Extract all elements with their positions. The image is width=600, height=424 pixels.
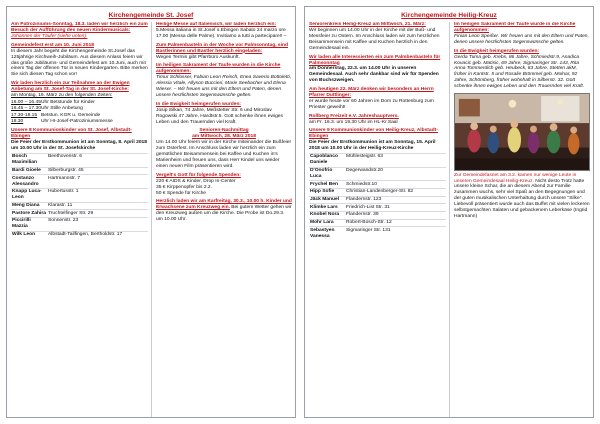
child-address: Friedrich-List Str. 31: [345, 203, 446, 211]
section-heading: Rollberg Freizeit e.V. Jahreshauptvers.: [309, 113, 399, 119]
section-anbetung: [11, 81, 148, 125]
schedule-time: 18.30: [11, 119, 24, 125]
section-kommunion: [309, 128, 446, 240]
section-senioren: [156, 128, 292, 170]
section-text: Finian Leon Speißer. Wir freuen uns mit den Eltern und Paten, denen unsere herzlichsten Segenswünsche gelten.: [454, 33, 589, 45]
section-date: am Montag, 19. März zu den folgenden Zeiten:: [11, 93, 113, 99]
child-address: Klarastr. 11: [47, 202, 148, 210]
section-heading: Im heiligen Sakrament der Taufe wurden in die Kirche aufgenommen:: [156, 63, 281, 75]
child-name: Knapp Luca-Leon: [11, 188, 47, 202]
child-address: Truchtelfinger Str. 29: [47, 209, 148, 217]
child-address: Flandernstr. 39: [345, 211, 446, 219]
section-text: Josip Silkan, 74 Jahre, Meßstetter Str. 6 und Miroslav Rogowski 47 Jahre, Hardtstr.5. Gott schenke ihnen ewiges Leben und den Trauernden viel Kraft.: [156, 107, 283, 125]
child-name: D'Onofrio Luca: [309, 167, 345, 181]
section-text: Gerda Tuma geb. Krebs, 86 Jahre, Schmiedstr.9, Anadica Kovacic geb. Matisic, 69 Jahre, Sigmaringer Str. 143, Rita Anna Tommerdich geb. Heubeck, 83 Jahre, Stetten akM, früher in Kantstr. 5 und Rosalie Brömmel geb. Molnar, 92 Jahre, Schömberg, früher wohnhaft in Silberstr. 32. Gott schenke ihnen ewiges Leben und den Trauernden viel Kraft.: [454, 54, 585, 90]
section-seniorenkreis: [309, 22, 446, 52]
section-messe: [156, 22, 292, 40]
kommunion-list: [11, 153, 148, 238]
child-address: Sonnenstr. 23: [47, 217, 148, 231]
child-name: Costanzo Alessandro: [11, 174, 47, 188]
page-title: Kirchengemeinde Heilig-Kreuz: [401, 12, 497, 19]
section-heading: In die Ewigkeit heimgerufen wurden:: [454, 48, 540, 54]
section-patrozinium: [11, 22, 148, 40]
child-address: Schmiedstr.10: [345, 180, 446, 188]
section-text: Die Feier der Erstkommunion ist am Sonntag, 15. April 2018 um 10.00 Uhr in der Heilig-Kreuz-Kirche: [309, 140, 436, 152]
donation-item: 50 € Spende für Kirche: [156, 190, 207, 196]
caption-text: Nicht desto Trotz hatte unsere kleine Schar, die an diesem Abend zur Familie zusammen wuchs, sehr viel Spaß an den Begegnungen und der guten musikalischen Unterhaltung durch unsere "Silke". Liebevoll präsentiert wurde auch das Buffet mit vielen leckeren selbstgemachten Salaten und gebackenem Leberkäse (Ingrid Hartmann): [454, 178, 590, 220]
child-name: Pastore Zahira: [12, 210, 46, 216]
schedule-time: 16.45 – 17.30: [11, 106, 41, 112]
page-title: Kirchengemeinde St. Josef: [108, 12, 194, 19]
section-text: Wir beginnen um 14.00 Uhr in der Kirche mit der Buß- und Messfeier zu Ostern. Im Anschluss laden wir zum herzlichen Beisammensein mit Kaffee und Kuchen herzlich in den Gemeindesaal ein.: [309, 27, 440, 51]
section-palmbasteln: [309, 55, 446, 85]
kommunion-list: [309, 153, 446, 240]
section-pfarrer: [309, 87, 446, 111]
fasnet-photo: [454, 93, 590, 171]
section-heading: Seniorenkreis Heilig-Kreuz am Mittwoch, 21. März:: [309, 22, 426, 27]
page-st-josef: [6, 6, 296, 418]
section-heading: Unsere 8 Kommunionkinder von St. Josef, Albstadt-Ebingen: [11, 128, 132, 140]
child-address: Hubertusstr. 1: [47, 188, 148, 202]
section-heading: Unsere 9 Kommunionkinder von Heilig-Kreuz, Albstadt-Ebingen: [309, 128, 438, 140]
child-address: Flandernstr. 123: [345, 196, 446, 204]
schedule-desc: Uhr HI-Josef-Patroziniumsmesse: [41, 119, 113, 125]
child-address: Sigmaringer Str. 131: [345, 226, 446, 240]
donation-item: 35 € Kirppenopfer bis 2.2.: [156, 184, 213, 190]
child-name: Meng Diana: [11, 202, 47, 210]
section-heading: Wir laden alle Interessierten ein zum Palmbenbasteln für Palmsonntag: [309, 54, 441, 66]
section-text: Die Feier der Erstkommunion ist am Sonntag, 8. April 2018 um 10.00 Uhr in der St. Josefskirche: [11, 140, 147, 151]
child-name: Frychel Ben: [309, 180, 345, 188]
caption-heading: Zur Gemeindefasnet am 3.2. kamen nur wenige Leute in unseren Gemeindesaal Heilig-Kreuz.: [454, 172, 577, 184]
child-name: Bardi Gioele: [11, 167, 47, 175]
child-name: Capoblanco Daniele: [309, 153, 345, 167]
section-palmenbasteln: [156, 43, 292, 61]
section-date: am Mittwoch, 28. März 2018: [192, 134, 256, 140]
column-2: [449, 22, 593, 417]
section-heading: Senioren-Nachmittag: [199, 128, 249, 134]
section-heading: Herzlich laden wir am Karfreitag, 30.3., 10.00 h. Kinder und Erwachsene zum Kreuzweg ein.: [156, 199, 292, 211]
child-name: Klimke Lars: [309, 203, 345, 211]
section-text: am Donnerstag, 22.3. um 14.00 Uhr in unseren Gemeindesaal. Auch sehr dankbar sind wir für Spenden von Buchszweigen.: [309, 66, 439, 84]
child-name: Bosch Maximilian: [11, 153, 47, 167]
schedule-desc: Betstun. KGR u. Gemeinde: [41, 112, 101, 118]
donation-item: 220 € AIDS & Kinder, Drop In-Center: [156, 178, 236, 184]
section-heading: Wir laden herzlich ein zur Teilnahme an der Ewigen Anbetung am St. Josef-Tag in der St. Josef-Kirche:: [11, 81, 130, 93]
section-taufe: [454, 22, 590, 46]
child-address: Albstadt-Tailfingen, Bertholdstr. 17: [47, 231, 148, 239]
child-name: Mohr Lara: [309, 219, 345, 227]
child-name: Hipp Sofie: [309, 188, 345, 196]
child-address: Silberburgstr. 45: [47, 167, 148, 175]
section-ewigkeit: [156, 102, 292, 126]
section-text: am Fr. 16.3. um 19.30 Uhr im HL-Kr.Saal: [309, 119, 398, 125]
columns: [305, 22, 593, 417]
section-text: er wurde heute vor 60 Jahren im Dom zu Rottenburg zum Priester geweiht!: [309, 99, 434, 110]
child-address: Mühlesteigstr. 63: [345, 153, 446, 167]
page-heilig-kreuz: [304, 6, 594, 418]
column-1: [7, 22, 151, 417]
musical-title: Johannes der Täufer (siehe unten).: [11, 33, 88, 39]
section-text: Bei gutem Wetter gehen wir den Kreuzweg außen um die Kirche. Die Probe ist Do.29.3. um 10.00 Uhr.: [156, 205, 292, 223]
schedule-desc: Uhr Stille Anbetung: [41, 106, 83, 112]
section-text: In diesem Jahr begeht die Kirchengemeinde St.Josef das 125jährige Kirchweih-Jubiläum. Aus diesem Anlass feiern wir das große Jubiläums- und Gemeindefest am 10.Juni, auch mit einem Tag der offenen Tür in neuen Kindergarten. Bitte merken Sie sich diesen Tag schon vor!: [11, 48, 148, 78]
child-name: Knobel Nora: [309, 211, 345, 219]
section-spenden: [156, 173, 292, 197]
photo-illustration: [455, 94, 589, 170]
child-name: Sebastyen Vanessa: [309, 226, 345, 240]
photo-caption: [454, 173, 590, 221]
section-ewigkeit: [454, 49, 590, 91]
section-heading: Heilige Messe auf Italienisch, wir laden herzlich ein:: [156, 22, 277, 27]
section-heading: Zum Palmenbasteln in der Woche vor Palmsonntag, sind Bastlerinnen und Bastler herzlich eingeladen:: [156, 42, 288, 54]
section-heading: Am heutigen 22. März denken wir besonders an Herrn Pfarrer Duttlinger:: [309, 87, 434, 99]
schedule-table: [11, 100, 148, 125]
column-1: [305, 22, 449, 417]
section-heading: Am Patroziniums-Sonntag, 18.3. laden wir herzlich ein zum Besuch der Aufführung des neuen Kindermusicals:: [11, 22, 148, 33]
section-text: 5.Messa italiana in St.Josef s.Ebingen Sabato 24 marzo ore 17.00 (Messa delle Palme). Invitiamo a tutti a partecipare!! –: [156, 27, 287, 39]
child-name: Wilk Leon: [11, 231, 47, 239]
section-kreuzweg: [156, 199, 292, 223]
section-gemeindefest: [11, 43, 148, 79]
section-kommunion: [11, 128, 148, 238]
section-heading: Im heiligen Sakrament der Taufe wurde in die Kirche aufgenommen:: [454, 22, 576, 33]
child-name: Jäck Manuel: [309, 196, 345, 204]
section-heading: In die Ewigkeit heimgerufen wurden:: [156, 101, 242, 107]
schedule-time: 17.30-18.15: [11, 112, 38, 118]
child-address: Beethovenstr. 6: [47, 153, 148, 167]
section-heading: Gemeindefest erst am 10. Juni 2018: [11, 42, 94, 48]
section-heading: Vergelt's Gott für folgende Spenden:: [156, 172, 241, 178]
schedule-time: 16.00 – 16.45: [11, 100, 41, 105]
section-text: Timur Schlosser, Fabian Leon Reisch, Enea Saverio Bottoletti, Alessia Vitale, Allyson Buccieri, Marie Seebacher und Elena Wieser. – Wir freuen uns mit den Eltern und Paten, denen unsere herzlichsten Segenswünsche gelten.: [156, 75, 292, 99]
schedule-desc: Uhr Betstunde für Kinder: [41, 100, 95, 105]
child-address: Hartmannstr. 7: [47, 174, 148, 188]
columns: [7, 22, 295, 417]
section-rollberg: [309, 114, 446, 126]
child-address: Christian-Landenberger-Str. 82: [345, 188, 446, 196]
child-address: Robert-Bosch-Str. 12: [345, 219, 446, 227]
child-name: Piccirilli Mazzia: [11, 217, 47, 231]
section-text: Um 14.00 Uhr feiern wir in der Kirche miteinander die Bußfeier zum Osterfest. Im Anschluss laden wir herzlich ein zum gemütlichen Beisammensein bei Kaffee und Kuchen in's Marienheim und freuen uns, dass Herr Kindel uns wieder einen neuen Film präsentieren wird.: [156, 140, 292, 170]
section-text: Wegen Termin gibt Pfarrbüro Auskunft.: [156, 54, 240, 60]
section-taufe: [156, 63, 292, 99]
column-2: [151, 22, 295, 417]
child-address: Degerwandstr.20: [345, 167, 446, 181]
